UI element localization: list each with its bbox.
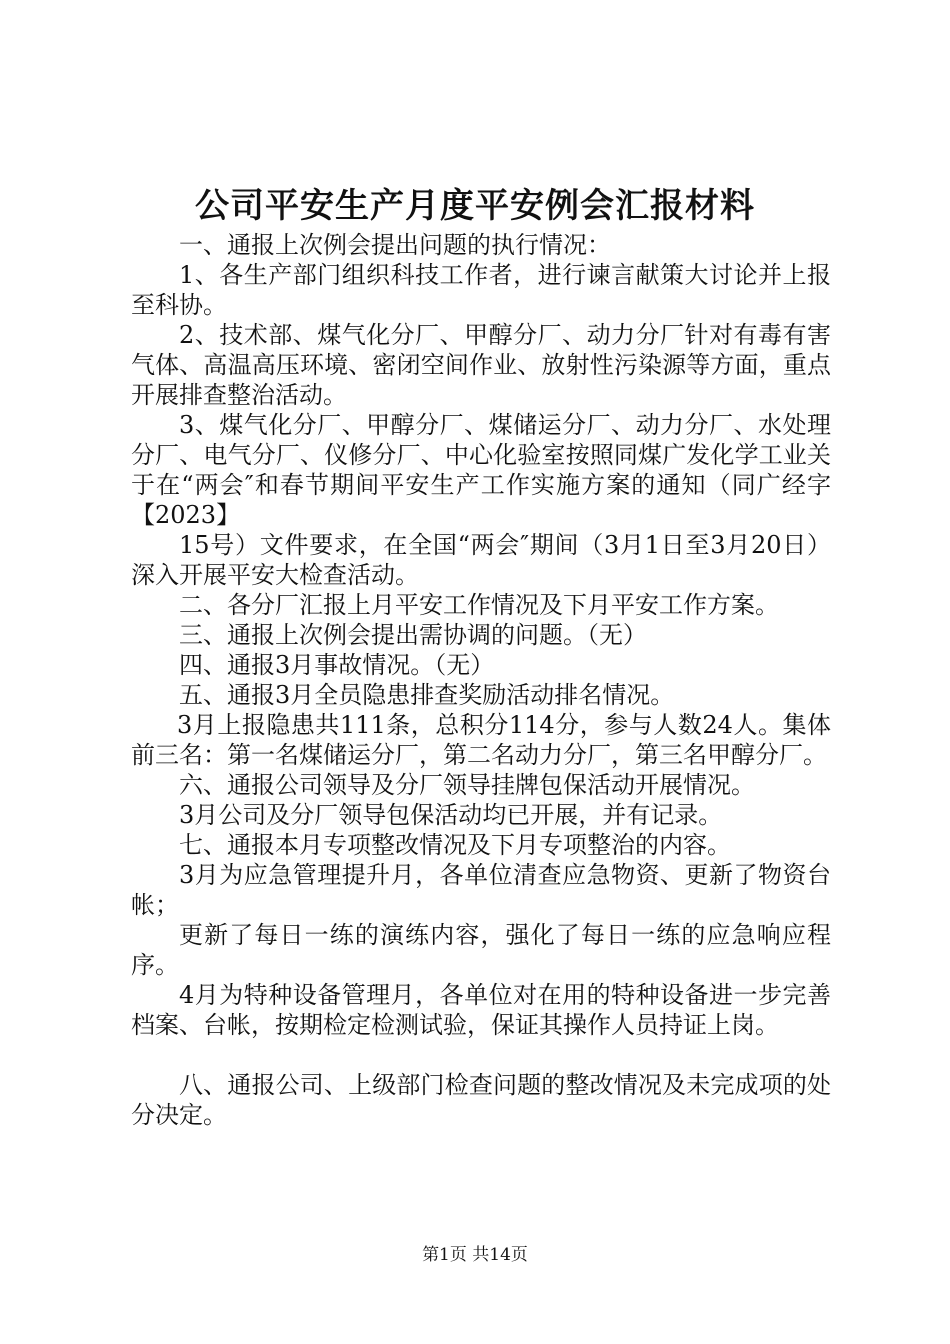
page-footer: 第1页 共14页 [422,1245,528,1265]
section-6-heading: 六、通报公司领导及分厂领导挂牌包保活动开展情况。 [179,771,755,799]
april-equipment-summary: 4月为特种设备管理月，各单位对在用的特种设备进一步完善档案、台帐，按期检定检测试验，保证其操作人员持证上岗。 [131,981,831,1039]
paragraph-item-1: 1、各生产部门组织科技工作者，进行谏言献策大讨论并上报至科协。 [131,261,831,319]
paragraph-item-3-continued: 15号）文件要求，在全国“两会″期间（3月1日至3月20日）深入开展平安大检查活动。 [131,531,831,589]
hazard-report-summary: 3月上报隐患共111条，总积分114分，参与人数24人。集体前三名：第一名煤储运分厂，第二名动力分厂，第三名甲醇分厂。 [131,711,831,769]
section-3-heading: 三、通报上次例会提出需协调的问题。（无） [179,621,647,649]
paragraph-item-3: 3、煤气化分厂、甲醇分厂、煤储运分厂、动力分厂、水处理分厂、电气分厂、仪修分厂、中心化验室按照同煤广发化学工业关于在“两会″和春节期间平安生产工作实施方案的通知（同广经字【2023】 [131,411,831,529]
section-1-heading: 一、通报上次例会提出问题的执行情况： [179,231,611,259]
document-body [131,230,831,1130]
section-8-heading: 八、通报公司、上级部门检查问题的整改情况及未完成项的处分决定。 [131,1071,831,1129]
section-7-heading: 七、通报本月专项整改情况及下月专项整治的内容。 [179,831,731,859]
leadership-activity-summary: 3月公司及分厂领导包保活动均已开展，并有记录。 [179,801,723,829]
document-title: 公司平安生产月度平安例会汇报材料 [195,186,755,226]
drill-update-summary: 更新了每日一练的演练内容，强化了每日一练的应急响应程序。 [131,921,831,979]
section-5-heading: 五、通报3月全员隐患排查奖励活动排名情况。 [179,681,675,709]
section-4-heading: 四、通报3月事故情况。（无） [179,651,495,679]
march-emergency-summary: 3月为应急管理提升月，各单位清查应急物资、更新了物资台帐； [131,861,831,919]
paragraph-item-2: 2、技术部、煤气化分厂、甲醇分厂、动力分厂针对有毒有害气体、高温高压环境、密闭空间作业、放射性污染源等方面，重点开展排查整治活动。 [131,321,831,409]
section-2-heading: 二、各分厂汇报上月平安工作情况及下月平安工作方案。 [179,591,779,619]
